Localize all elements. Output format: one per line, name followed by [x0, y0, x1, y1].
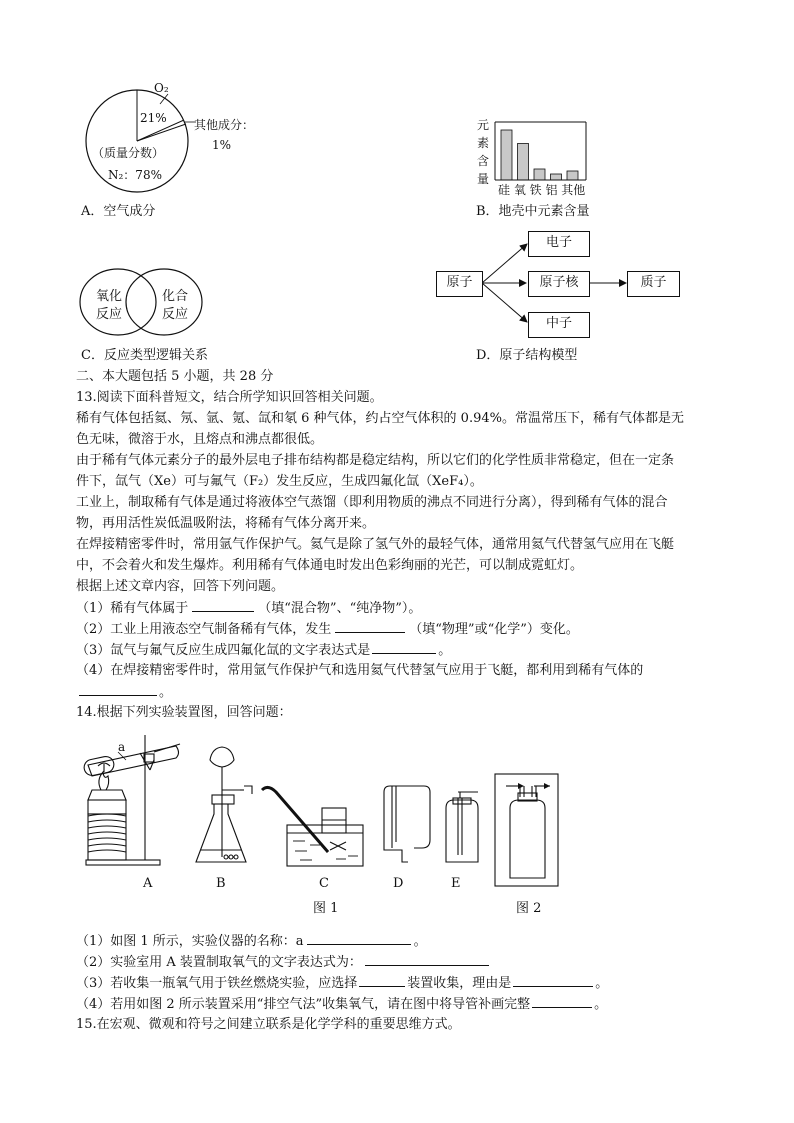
q14-sub3-suffix: 。	[595, 976, 609, 991]
chart-ylabel-2: 素	[477, 136, 490, 150]
mass-fraction-label: （质量分数）	[92, 146, 165, 160]
q13-sub4-line1: （4）在焊接精密零件时，常用氩气作保护气和选用氦气代替氢气应用于飞艇，都利用到稀有气体的	[76, 663, 644, 678]
q14-sub1-suffix: 。	[413, 934, 427, 949]
venn-left-line2: 反应	[96, 307, 123, 322]
q13-para2-line2: 件下，氙气（Xe）可与氟气（F₂）发生反应，生成四氟化氙（XeF₄）。	[76, 474, 483, 489]
q14-sub2	[76, 953, 492, 971]
figure-b-caption: B．地壳中元素含量	[476, 204, 590, 219]
proton-box: 质子	[627, 271, 680, 297]
q14-sub3-device-blank[interactable]	[359, 974, 405, 987]
atom-box: 原子	[436, 271, 483, 297]
label-a: a	[118, 740, 126, 754]
figure-1-caption: 图 1	[313, 901, 339, 916]
q13-para1-line1: 稀有气体包括氦、氖、氩、氪、氙和氡 6 种气体，约占空气体积的 0.94%。常温常压下，稀有气体都是无	[76, 411, 684, 426]
chart-ylabel-1: 元	[477, 118, 490, 132]
other-components-percent: 1%	[212, 138, 232, 152]
chart-x-categories: 硅 氧 铁 铝 其他	[498, 183, 586, 197]
q13-para3-line1: 工业上，制取稀有气体是通过将液体空气蒸馏（即利用物质的沸点不同进行分离），得到稀有气体的混合	[76, 495, 668, 510]
q13-sub4-suffix: 。	[159, 685, 173, 700]
q13-para4-line1: 在焊接精密零件时，常用氩气作保护气。氦气是除了氢气外的最轻气体，通常用氦气代替氢气应用在飞艇	[76, 537, 675, 552]
q13-sub3-prefix: （3）氙气与氟气反应生成四氟化氙的文字表达式是	[76, 643, 371, 658]
figure-c-caption: C．反应类型逻辑关系	[81, 348, 208, 363]
q14-sub3-prefix: （3）若收集一瓶氧气用于铁丝燃烧实验，应选择	[76, 976, 358, 991]
q14-sub2-prefix: （2）实验室用 A 装置制取氧气的文字表达式为：	[76, 955, 362, 970]
apparatus-label-B: B	[216, 876, 226, 891]
q13-sub2-suffix: （填“物理”或“化学”）变化。	[409, 622, 579, 637]
apparatus-label-A: A	[143, 876, 153, 891]
q13-sub2-prefix: （2）工业上用液态空气制备稀有气体，发生	[76, 622, 332, 637]
apparatus-label-C: C	[319, 876, 329, 891]
q14-sub3-middle: 装置收集，理由是	[407, 976, 512, 991]
q13-sub3-suffix: 。	[438, 643, 452, 658]
q14-sub2-answer-blank[interactable]	[365, 953, 489, 966]
venn-right-line2: 反应	[162, 307, 189, 322]
q13-sub1-prefix: （1）稀有气体属于	[76, 601, 189, 616]
chart-ylabel-3: 含	[477, 154, 490, 168]
n2-label: N₂：78%	[108, 168, 162, 182]
venn-left-line1: 氧化	[96, 289, 123, 304]
q13-lead: 根据上述文章内容，回答下列问题。	[76, 579, 285, 594]
section-heading: 二、本大题包括 5 小题，共 28 分	[76, 369, 274, 384]
q14-sub4-suffix: 。	[594, 997, 608, 1012]
o2-percent: 21%	[140, 111, 167, 125]
apparatus-label-E: E	[451, 876, 461, 891]
q13-para4-line2: 中，不会着火和发生爆炸。利用稀有气体通电时发出色彩绚丽的光芒，可以制成霓虹灯。	[76, 558, 584, 573]
q14-sub3-reason-blank[interactable]	[513, 974, 593, 987]
q14-sub1-answer-blank[interactable]	[307, 932, 411, 945]
venn-right-line1: 化合	[162, 289, 189, 304]
q14-sub1	[76, 932, 427, 950]
chart-ylabel-4: 量	[477, 172, 490, 186]
electron-box: 电子	[528, 231, 590, 257]
q13-title: 13.阅读下面科普短文，结合所学知识回答相关问题。	[76, 390, 383, 405]
q13-sub1-suffix: （填“混合物”、“纯净物”）。	[258, 601, 422, 616]
figure-2-caption: 图 2	[516, 901, 542, 916]
q13-para1-line2: 色无味，微溶于水，且熔点和沸点都很低。	[76, 432, 324, 447]
figure-d-caption: D．原子结构模型	[476, 348, 578, 363]
apparatus-label-D: D	[393, 876, 404, 891]
q14-sub3	[76, 974, 608, 992]
q13-para3-line2: 物，再用活性炭低温吸附法，将稀有气体分离开来。	[76, 516, 376, 531]
q13-para2-line1: 由于稀有气体元素分子的最外层电子排布结构都是稳定结构，所以它们的化学性质非常稳定，但在一定条	[76, 453, 675, 468]
neutron-box: 中子	[528, 312, 590, 338]
nucleus-box: 原子核	[528, 271, 590, 297]
q14-title: 14.根据下列实验装置图，回答问题：	[76, 705, 292, 720]
q14-sub4-answer-blank[interactable]	[532, 995, 592, 1008]
q14-sub4	[76, 995, 607, 1013]
other-components-label: 其他成分：	[194, 118, 255, 132]
o2-label: O₂	[154, 81, 169, 95]
q14-sub1-prefix: （1）如图 1 所示，实验仪器的名称：a	[76, 934, 304, 949]
q15-title: 15.在宏观、微观和符号之间建立联系是化学学科的重要思维方式。	[76, 1017, 461, 1032]
figure-a-caption: A．空气成分	[81, 204, 156, 219]
q14-sub4-prefix: （4）若用如图 2 所示装置采用“排空气法”收集氧气，请在图中将导管补画完整	[76, 997, 531, 1012]
